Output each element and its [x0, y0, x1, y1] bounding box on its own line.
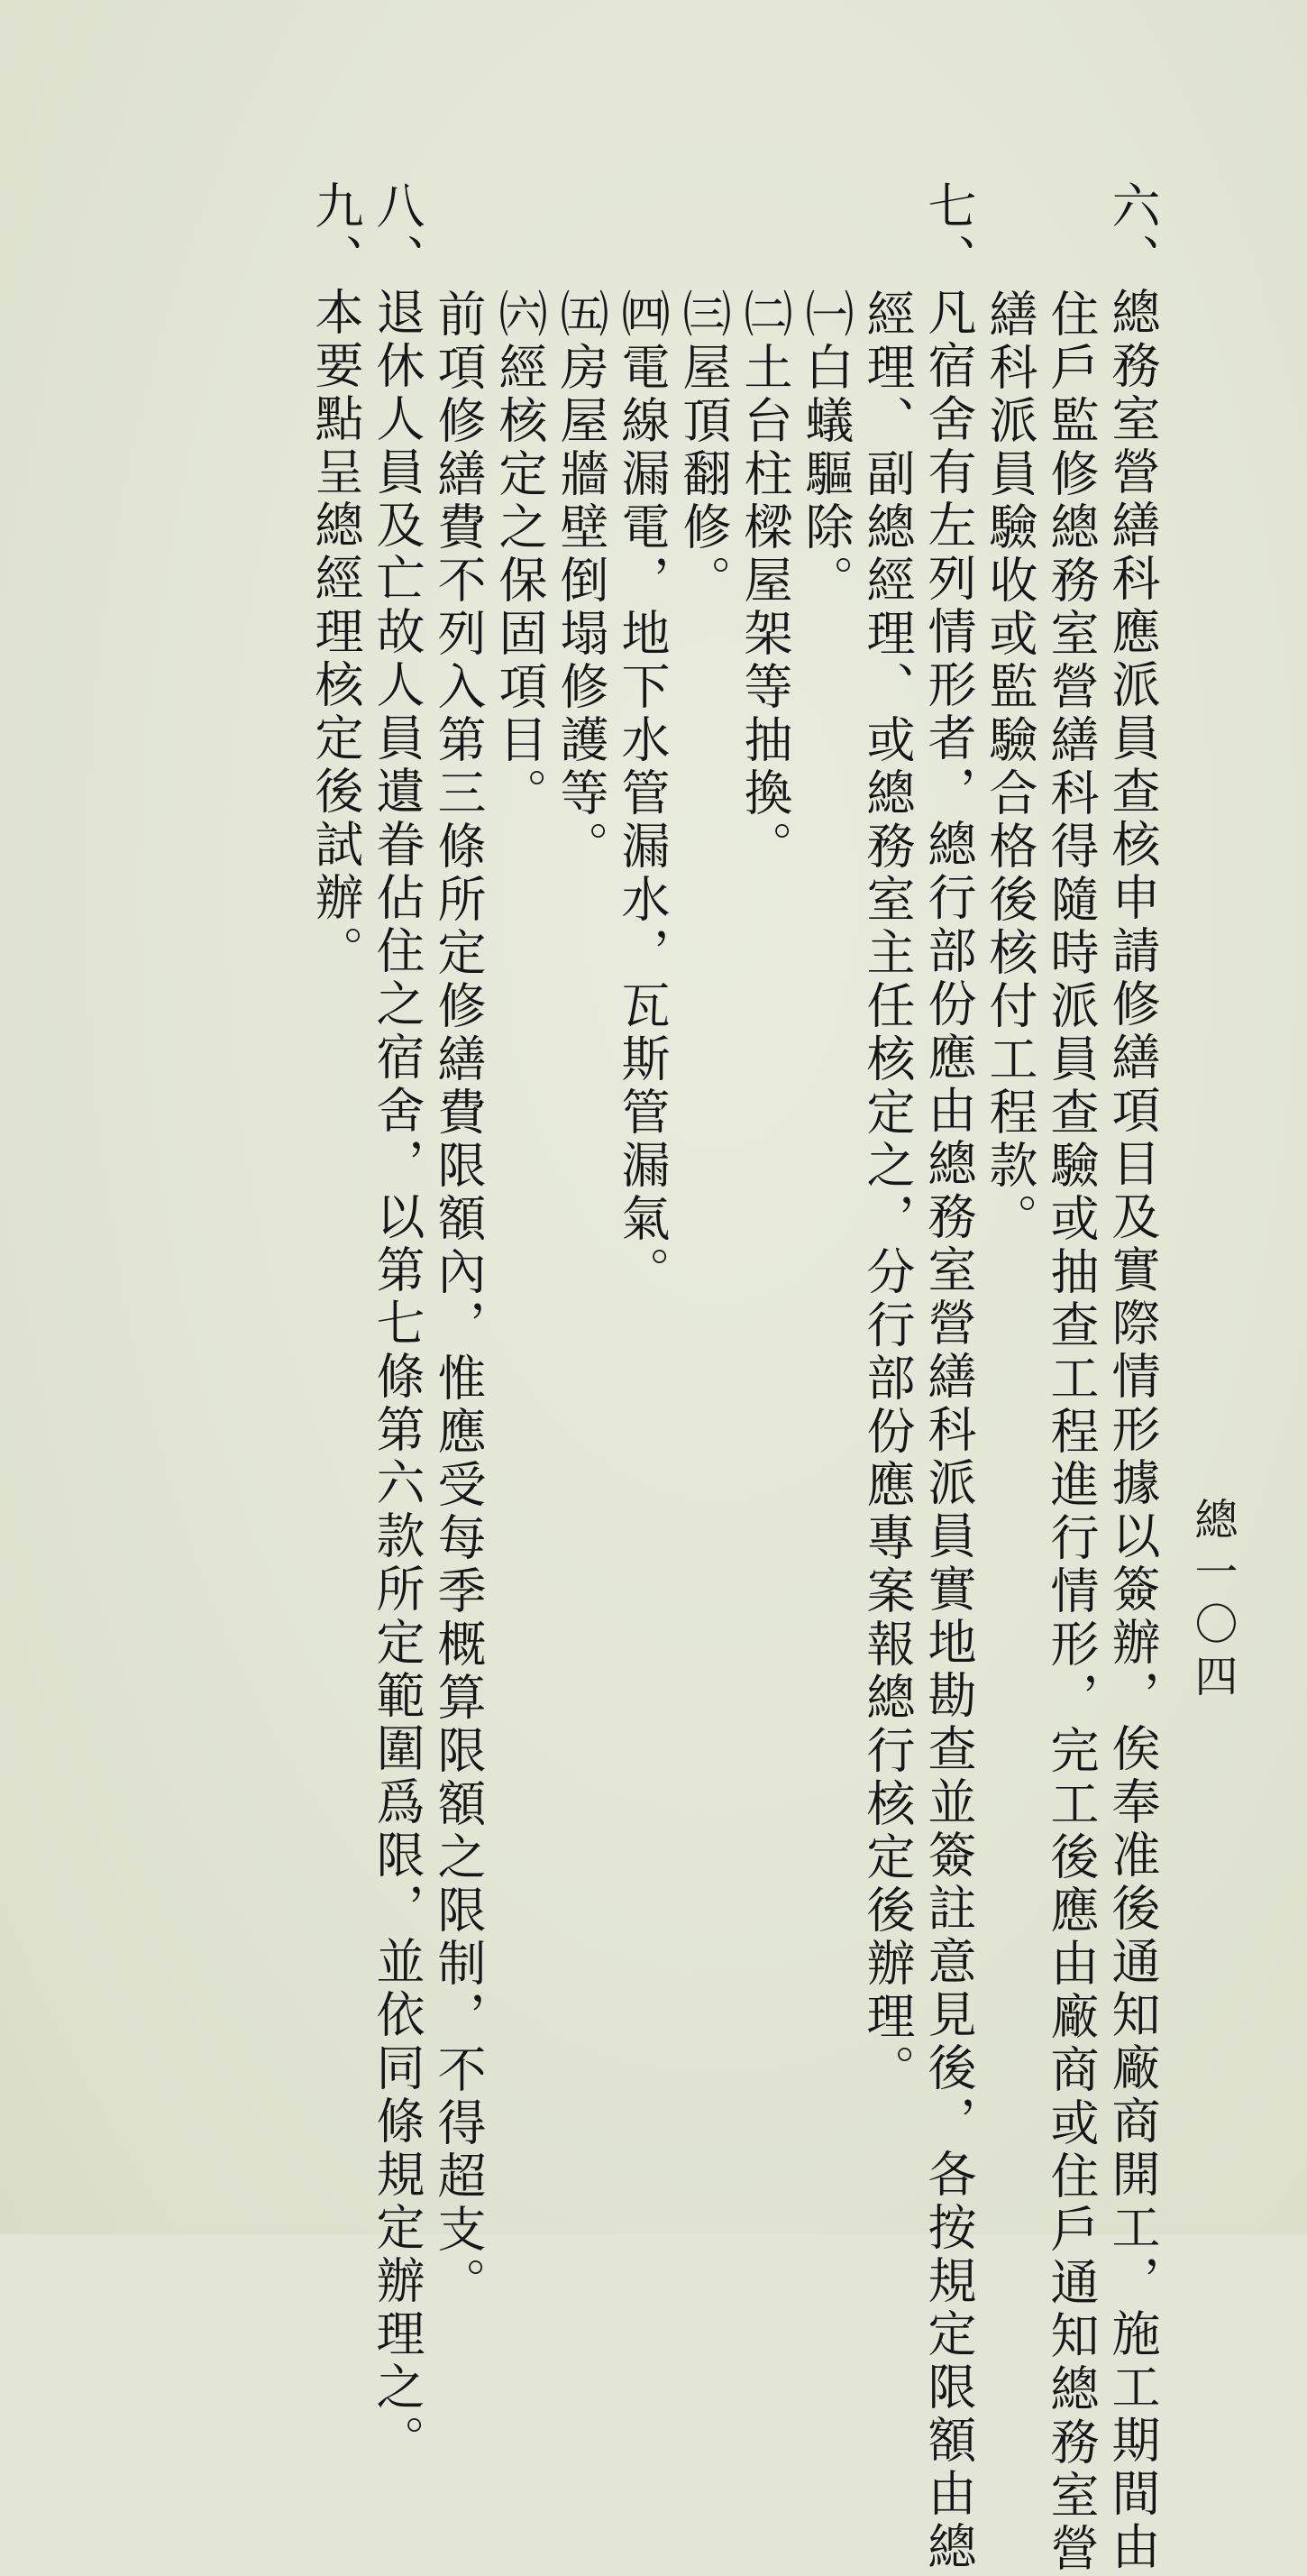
text-column: 九、本要點呈總經理核定後試辦。: [307, 180, 364, 978]
text-column: ㈠白蟻驅除。: [798, 289, 855, 608]
text-column: ㈥經核定之保固項目。: [491, 289, 548, 820]
text-column: 住戶監修總務室營繕科得隨時派員查驗或抽查工程進行情形，完工後應由廠商或住戶通知總務室營: [1043, 289, 1100, 2576]
text-column: ㈢屋頂翻修。: [675, 289, 732, 608]
page-number: 總一〇四: [1187, 1497, 1238, 1706]
text-column: 前項修繕費不列入第三條所定修繕費限額內，惟應受每季概算限額之限制，不得超支。: [430, 289, 487, 2310]
text-column: ㈣電線漏電，地下水管漏水，瓦斯管漏氣。: [614, 289, 671, 1299]
text-column: 七、凡宿舍有左列情形者，總行部份應由總務室營繕科派員實地勘查並簽註意見後，各按規定限額由總: [920, 180, 977, 2574]
regulation-text: [305, 180, 1163, 2576]
text-column: 繕科派員驗收或監驗合格後核付工程款。: [982, 289, 1038, 1246]
text-column: ㈡土台柱樑屋架等抽換。: [736, 289, 793, 874]
text-column: 六、總務室營繕科應派員查核申請修繕項目及實際情形據以簽辦，俟奉准後通知廠商開工，施工期間由: [1104, 180, 1161, 2574]
text-column: 八、退休人員及亡故人員遺眷佔住之宿舍，以第七條第六款所定範圍爲限，並依同條規定辦理之。: [369, 180, 425, 2468]
text-column: ㈤房屋牆壁倒塌修護等。: [553, 289, 609, 874]
text-column: 經理、副總經理、或總務室主任核定之，分行部份應專案報總行核定後辦理。: [859, 289, 916, 2097]
